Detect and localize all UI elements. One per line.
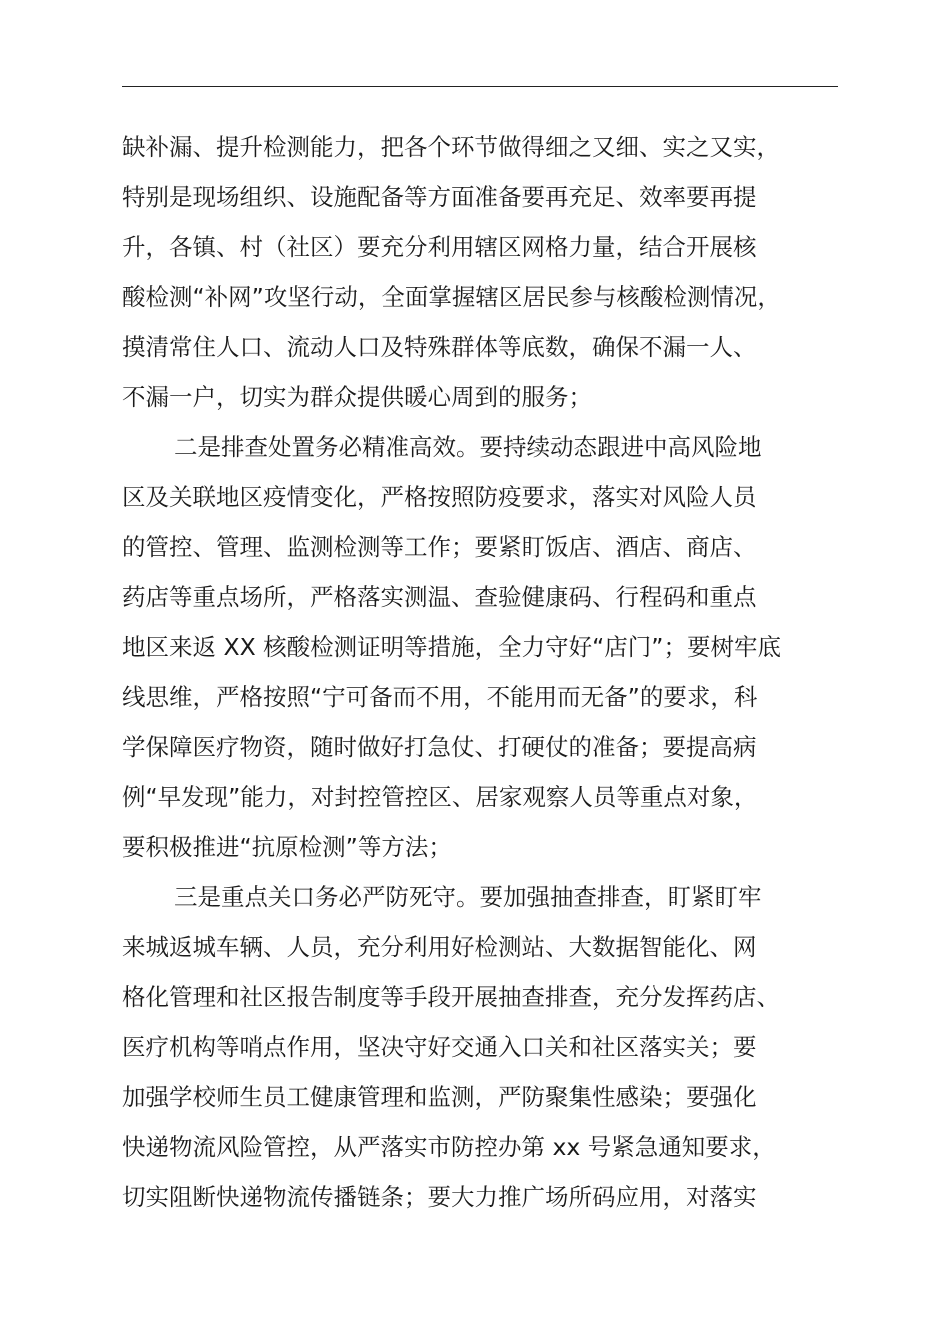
text-line: 学保障医疗物资，随时做好打急仗、打硬仗的准备；要提高病 [122,733,757,761]
text-line: 酸检测“补网”攻坚行动，全面掌握辖区居民参与核酸检测情况， [122,283,781,311]
text-line: 摸清常住人口、流动人口及特殊群体等底数，确保不漏一人、 [122,333,757,361]
header-rule [122,86,838,87]
text-line: 线思维，严格按照“宁可备而不用，不能用而无备”的要求，科 [122,683,758,711]
text-line: 要积极推进“抗原检测”等方法； [122,833,452,861]
text-line: 的管控、管理、监测检测等工作；要紧盯饭店、酒店、商店、 [122,533,757,561]
text-line: 切实阻断快递物流传播链条；要大力推广场所码应用，对落实 [122,1183,757,1211]
text-line: 医疗机构等哨点作用，坚决守好交通入口关和社区落实关；要 [122,1033,757,1061]
text-line: 升，各镇、村（社区）要充分利用辖区网格力量，结合开展核 [122,233,757,261]
text-line: 区及关联地区疫情变化，严格按照防疫要求，落实对风险人员 [122,483,757,511]
text-line: 格化管理和社区报告制度等手段开展抽查排查，充分发挥药店、 [122,983,780,1011]
text-line: 快递物流风险管控，从严落实市防控办第 xx 号紧急通知要求， [122,1133,776,1161]
text-line: 地区来返 XX 核酸检测证明等措施，全力守好“店门”；要树牢底 [122,633,781,661]
text-line: 来城返城车辆、人员，充分利用好检测站、大数据智能化、网 [122,933,757,961]
text-line: 缺补漏、提升检测能力，把各个环节做得细之又细、实之又实， [122,133,780,161]
text-line: 不漏一户，切实为群众提供暖心周到的服务； [122,383,592,411]
text-line: 例“早发现”能力，对封控管控区、居家观察人员等重点对象， [122,783,758,811]
paragraph-start-line: 三是重点关口务必严防死守。要加强抽查排查，盯紧盯牢 [174,883,762,911]
text-line: 特别是现场组织、设施配备等方面准备要再充足、效率要再提 [122,183,757,211]
text-line: 药店等重点场所，严格落实测温、查验健康码、行程码和重点 [122,583,757,611]
text-line: 加强学校师生员工健康管理和监测，严防聚集性感染；要强化 [122,1083,757,1111]
paragraph-start-line: 二是排查处置务必精准高效。要持续动态跟进中高风险地 [174,433,762,461]
